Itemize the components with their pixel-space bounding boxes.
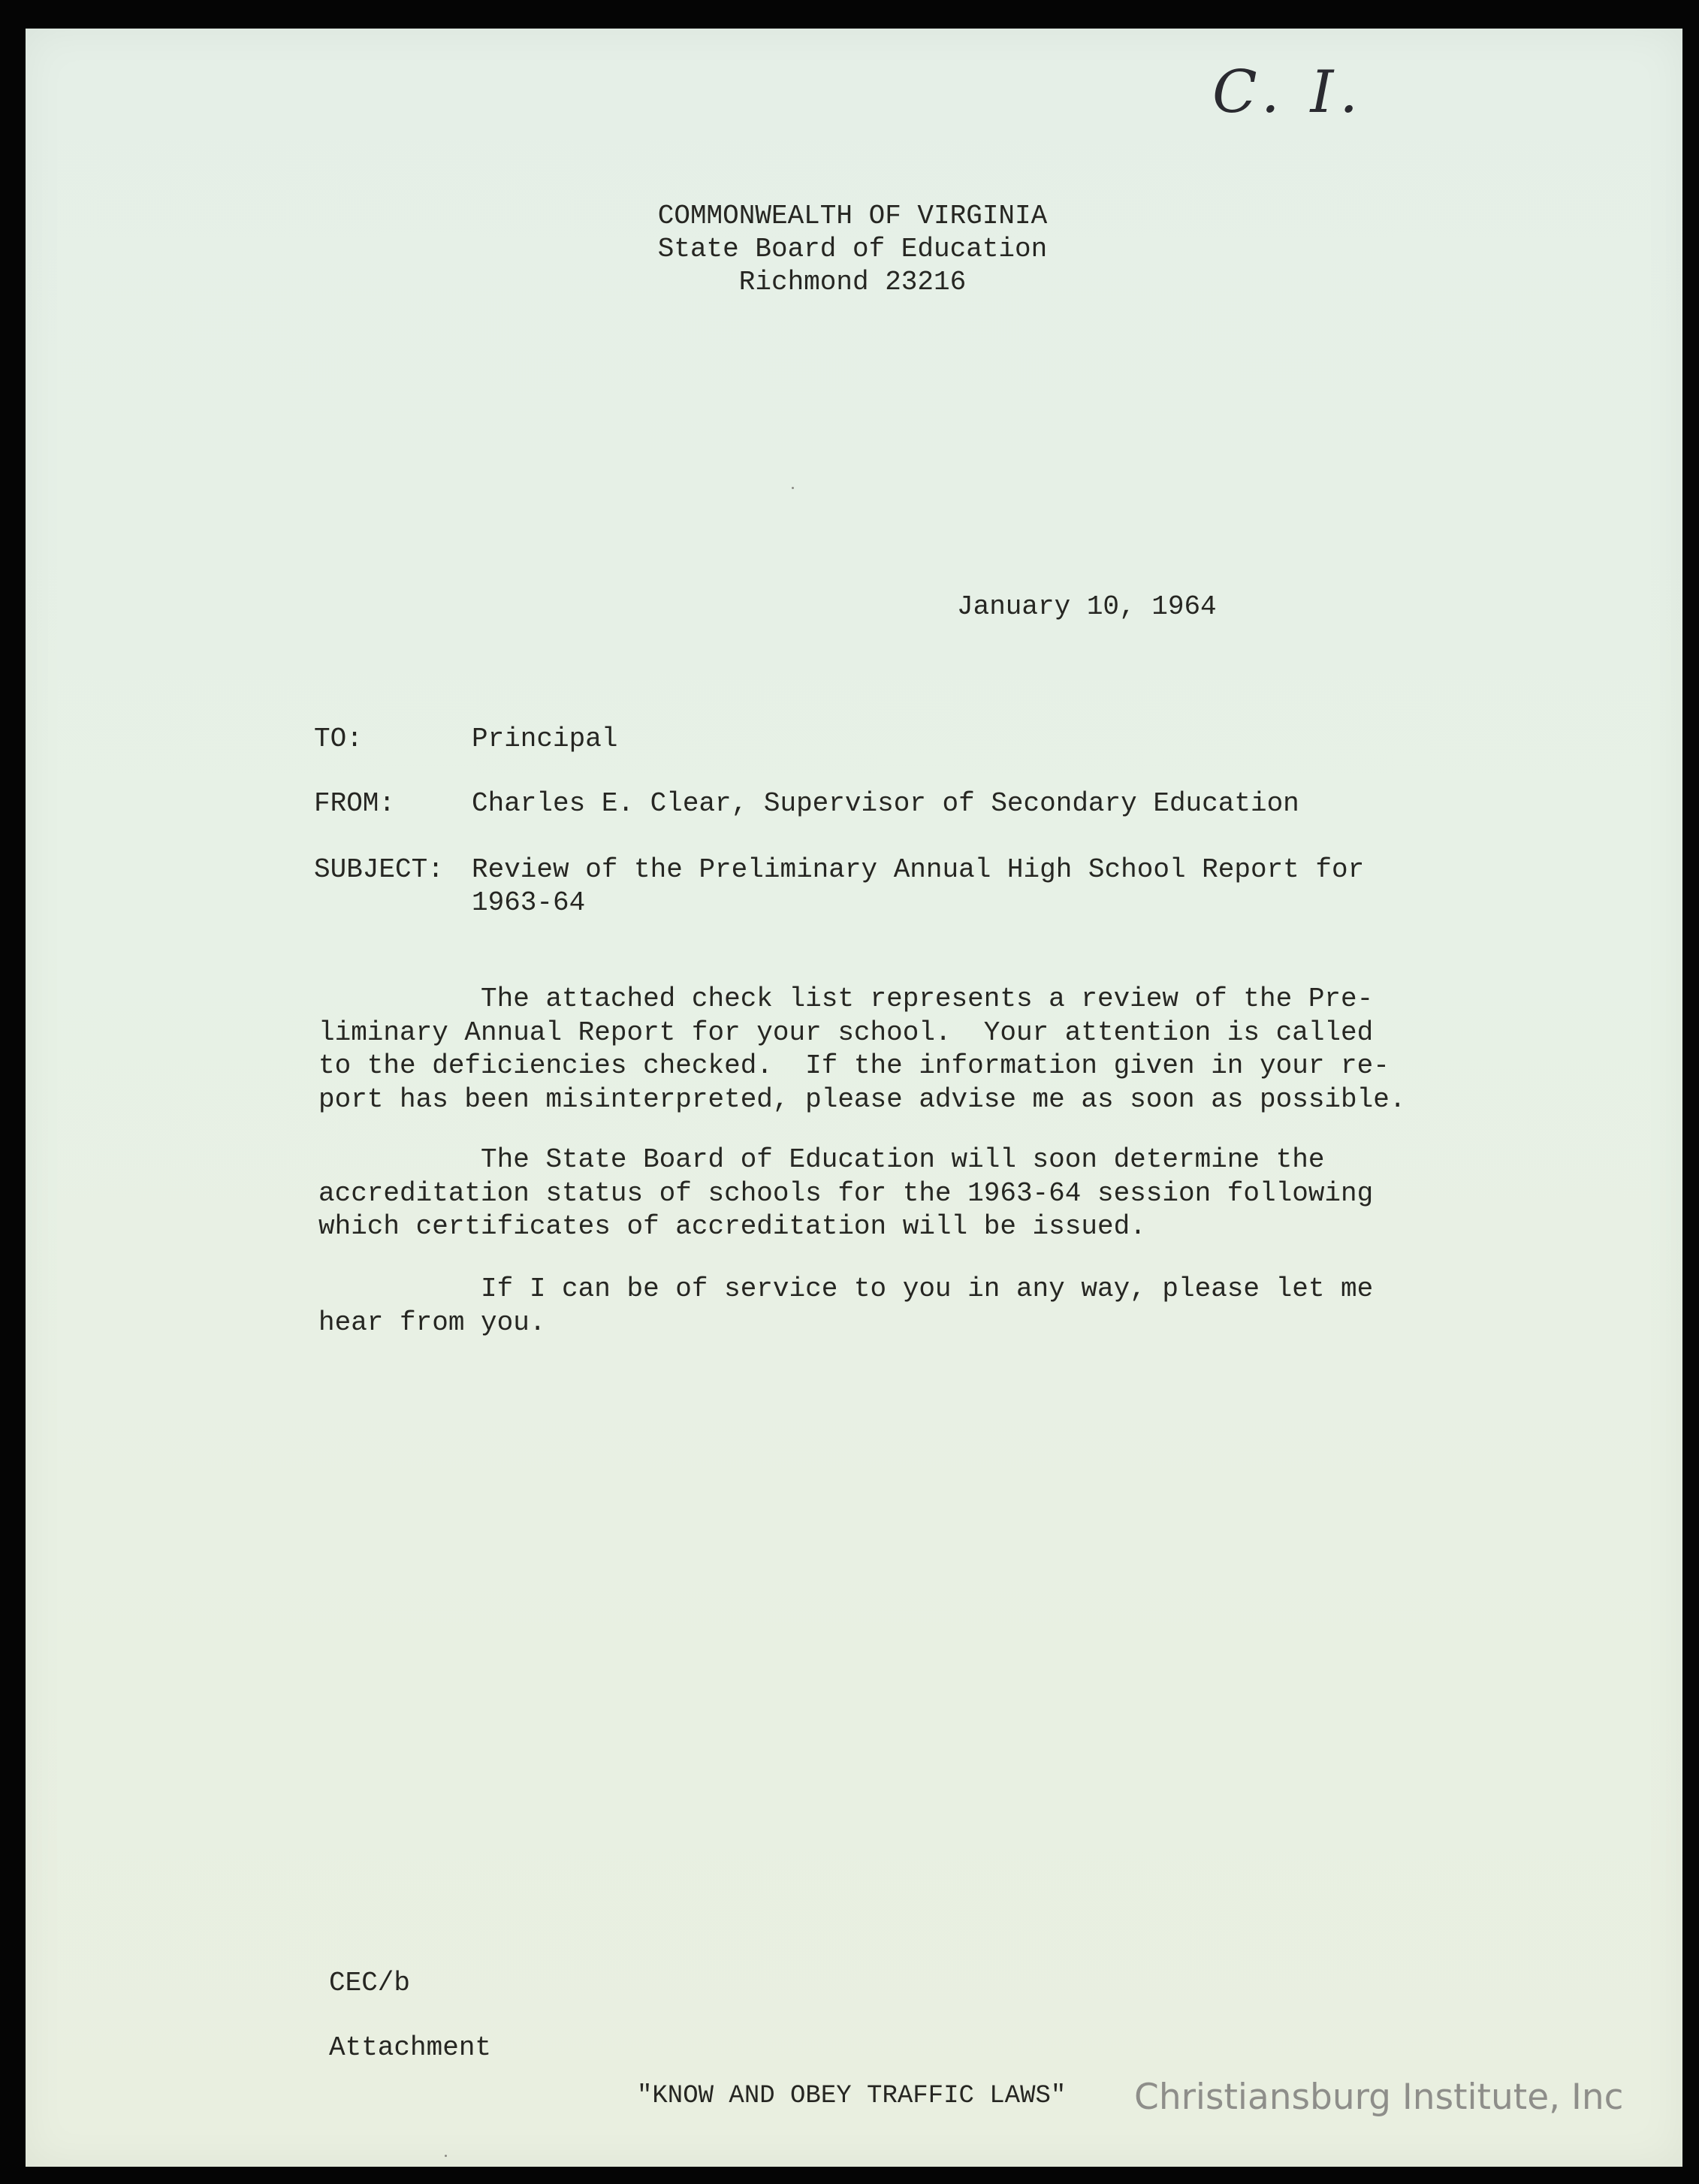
from-value: Charles E. Clear, Supervisor of Secondary Education [472,788,1299,819]
letterhead-line-1: COMMONWEALTH OF VIRGINIA [657,201,1048,231]
traffic-slogan: "KNOW AND OBEY TRAFFIC LAWS" [637,2082,1067,2110]
paragraph-line: The attached check list represents a review of the Pre- [318,983,1374,1014]
subject-value-line-2: 1963-64 [472,887,586,918]
watermark: Christiansburg Institute, Inc [1134,2077,1624,2118]
paragraph-line: If I can be of service to you in any way, please let me [318,1273,1374,1304]
attachment-note: Attachment [329,2032,492,2063]
document-page [26,29,1682,2167]
letterhead-line-3: Richmond 23216 [738,267,967,298]
subject-value-line-1: Review of the Preliminary Annual High School Report for [472,854,1365,885]
body-paragraph-1 [318,983,1405,1116]
letterhead [26,200,1679,299]
paragraph-line: port has been misinterpreted, please advise me as soon as possible. [318,1083,1406,1115]
to-label: TO: [314,723,363,754]
paragraph-line: liminary Annual Report for your school. Your attention is called [318,1016,1374,1048]
from-label: FROM: [314,788,396,819]
handwritten-annotation: C. I. [1212,59,1365,126]
paper-speck [792,487,794,489]
paragraph-line: accreditation status of schools for the 1963-64 session following [318,1177,1374,1209]
body-paragraph-3 [318,1273,1373,1340]
paragraph-line: to the deficiencies checked. If the information given in your re- [318,1050,1390,1081]
paper-speck [445,2155,447,2157]
body-paragraph-2 [318,1143,1373,1244]
paragraph-line: hear from you. [318,1306,546,1338]
typist-initials: CEC/b [329,1968,411,1998]
letter-date: January 10, 1964 [957,591,1217,622]
paragraph-line: The State Board of Education will soon determine the [318,1144,1325,1175]
paragraph-line: which certificates of accreditation will be issued. [318,1211,1146,1242]
subject-label: SUBJECT: [314,854,444,885]
to-value: Principal [472,723,618,754]
letterhead-line-2: State Board of Education [657,234,1048,264]
